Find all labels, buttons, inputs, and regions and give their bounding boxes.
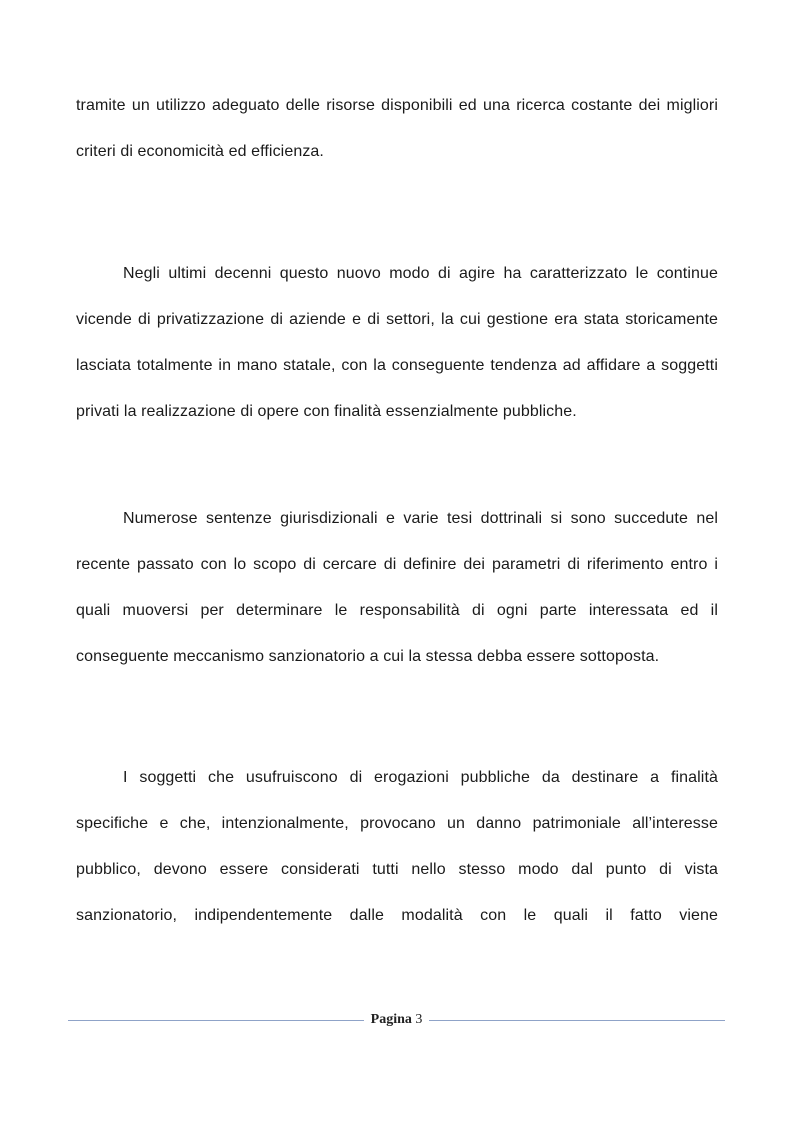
page-number-value: 3 (415, 1012, 423, 1027)
footer-rule-left (68, 1020, 364, 1021)
paragraph-jurisprudence: Numerose sentenze giurisdizionali e varie tesi dottrinali si sono succedute nel recente passato con lo scopo di cercare di definire dei parametri di riferimento entro i quali muoversi per determinare le responsabilità di ogni parte interessata ed il conseguente meccanismo sanzionatorio a cui la stessa debba essere sottoposta. (76, 510, 718, 665)
paragraph-continuation: tramite un utilizzo adeguato delle risorse disponibili ed una ricerca costante dei migliori criteri di economicità ed efficienza. (76, 97, 718, 160)
page-label: Pagina (370, 1012, 412, 1027)
page-number (364, 1012, 430, 1028)
page-footer (68, 1008, 725, 1032)
paragraph-public-funds: I soggetti che usufruiscono di erogazioni pubbliche da destinare a finalità specifiche e che, intenzionalmente, provocano un danno patrimoniale all’interesse pubblico, devono essere considerati tutti nello stesso modo dal punto di vista sanzionatorio, indipendentemente dalle modalità con le quali il fatto viene (76, 769, 718, 924)
footer-rule-right (429, 1020, 725, 1021)
paragraph-privatization: Negli ultimi decenni questo nuovo modo di agire ha caratterizzato le continue vicende di privatizzazione di aziende e di settori, la cui gestione era stata storicamente lasciata totalmente in mano statale, con la conseguente tendenza ad affidare a soggetti privati la realizzazione di opere con finalità essenzialmente pubbliche. (76, 265, 718, 420)
